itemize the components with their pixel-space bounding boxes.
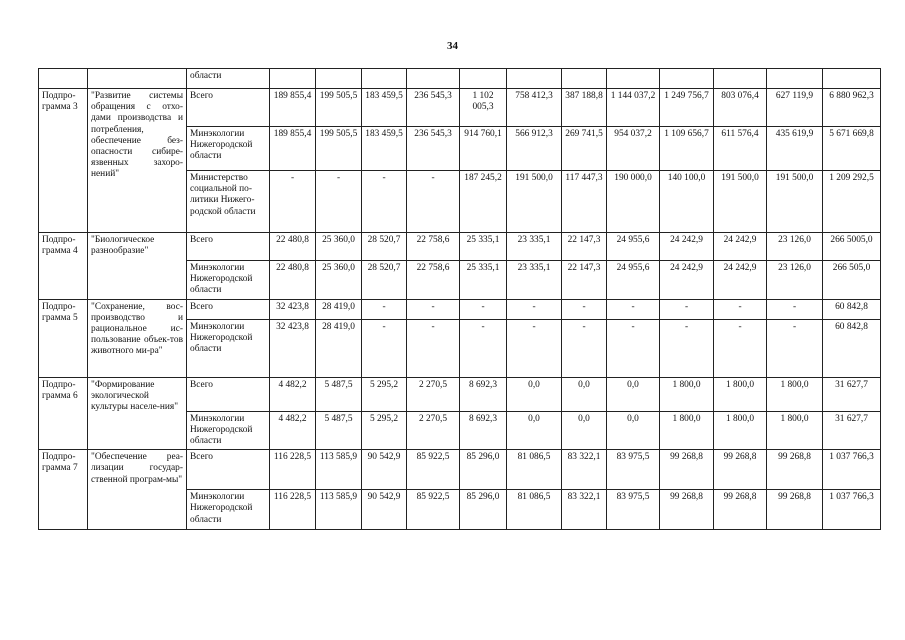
value-cell: 25 335,1	[460, 233, 507, 261]
value-cell: 0,0	[562, 411, 607, 450]
value-cell: -	[607, 319, 660, 377]
subprogram-title: "Биологическое разнообразие"	[88, 233, 187, 300]
table-cell	[270, 69, 316, 89]
table-body	[39, 69, 881, 530]
page-number: 34	[447, 40, 458, 52]
funding-table	[38, 68, 881, 530]
value-cell: 627 119,9	[767, 89, 823, 127]
value-cell: -	[460, 299, 507, 319]
subprogram-title: "Развитие системы обращения с отхо-дами производства и потребления, обеспечение без-опасности сибире-язвенных захоро-нений"	[88, 89, 187, 233]
value-cell: 22 147,3	[562, 233, 607, 261]
value-cell: 5 487,5	[316, 411, 362, 450]
total-value-cell: 60 842,8	[823, 319, 881, 377]
value-cell: 83 975,5	[607, 450, 660, 490]
value-cell: 117 447,3	[562, 171, 607, 233]
value-cell: 24 955,6	[607, 261, 660, 300]
value-cell: 113 585,9	[316, 450, 362, 490]
value-cell: 23 335,1	[507, 261, 562, 300]
value-cell: -	[507, 319, 562, 377]
value-cell: 758 412,3	[507, 89, 562, 127]
executor-cell: Минэкологии Нижегородской области	[187, 411, 270, 450]
value-cell: -	[660, 319, 714, 377]
value-cell: 191 500,0	[507, 171, 562, 233]
executor-cell: Минэкологии Нижегородской области	[187, 319, 270, 377]
value-cell: 24 955,6	[607, 233, 660, 261]
total-value-cell: 266 505,0	[823, 261, 881, 300]
total-value-cell: 266 5005,0	[823, 233, 881, 261]
value-cell: 0,0	[607, 377, 660, 411]
value-cell: 25 360,0	[316, 233, 362, 261]
table-row	[39, 450, 881, 490]
executor-cell: Всего	[187, 233, 270, 261]
value-cell: 90 542,9	[362, 490, 407, 530]
value-cell: 5 295,2	[362, 377, 407, 411]
value-cell: 803 076,4	[714, 89, 767, 127]
value-cell: 1 800,0	[660, 377, 714, 411]
value-cell: -	[714, 299, 767, 319]
value-cell: 24 242,9	[660, 261, 714, 300]
table-cell	[562, 69, 607, 89]
total-value-cell: 31 627,7	[823, 377, 881, 411]
value-cell: 8 692,3	[460, 411, 507, 450]
value-cell: 24 242,9	[660, 233, 714, 261]
value-cell: 4 482,2	[270, 411, 316, 450]
value-cell: -	[362, 299, 407, 319]
value-cell: -	[607, 299, 660, 319]
total-value-cell: 31 627,7	[823, 411, 881, 450]
value-cell: -	[562, 299, 607, 319]
value-cell: 0,0	[507, 377, 562, 411]
value-cell: -	[507, 299, 562, 319]
value-cell: 187 245,2	[460, 171, 507, 233]
total-value-cell: 1 037 766,3	[823, 450, 881, 490]
executor-cell: Всего	[187, 89, 270, 127]
table-cell	[507, 69, 562, 89]
value-cell: 0,0	[562, 377, 607, 411]
executor-cell: Всего	[187, 377, 270, 411]
value-cell: 954 037,2	[607, 127, 660, 171]
total-value-cell: 1 037 766,3	[823, 490, 881, 530]
value-cell: 0,0	[507, 411, 562, 450]
table-cell	[88, 69, 187, 89]
value-cell: 2 270,5	[407, 411, 460, 450]
value-cell: 83 322,1	[562, 450, 607, 490]
value-cell: 22 480,8	[270, 233, 316, 261]
value-cell: 1 249 756,7	[660, 89, 714, 127]
value-cell: 22 147,3	[562, 261, 607, 300]
total-value-cell: 1 209 292,5	[823, 171, 881, 233]
executor-cell: Всего	[187, 299, 270, 319]
value-cell: 22 758,6	[407, 233, 460, 261]
value-cell: 183 459,5	[362, 89, 407, 127]
value-cell: 23 335,1	[507, 233, 562, 261]
value-cell: 236 545,3	[407, 89, 460, 127]
subprogram-title: "Сохранение, вос-производство и рациональное ис-пользование объек-тов животного ми-ра"	[88, 299, 187, 377]
table-cell	[39, 69, 88, 89]
value-cell: 1 800,0	[714, 411, 767, 450]
subprogram-label: Подпро-грамма 4	[39, 233, 88, 300]
executor-cell: Министерство социальной по-литики Нижего-родской области	[187, 171, 270, 233]
value-cell: 5 295,2	[362, 411, 407, 450]
value-cell: 1 144 037,2	[607, 89, 660, 127]
value-cell: 83 322,1	[562, 490, 607, 530]
subprogram-label: Подпро-грамма 5	[39, 299, 88, 377]
table-row	[39, 69, 881, 89]
total-value-cell: 60 842,8	[823, 299, 881, 319]
value-cell: 140 100,0	[660, 171, 714, 233]
value-cell: 28 419,0	[316, 299, 362, 319]
subprogram-title: "Формирование экологической культуры населе-ния"	[88, 377, 187, 450]
value-cell: 24 242,9	[714, 233, 767, 261]
value-cell: 914 760,1	[460, 127, 507, 171]
table-cell	[767, 69, 823, 89]
value-cell: 23 126,0	[767, 233, 823, 261]
value-cell: 85 922,5	[407, 450, 460, 490]
table-row	[39, 299, 881, 319]
executor-cell: Минэкологии Нижегородской области	[187, 127, 270, 171]
value-cell: 90 542,9	[362, 450, 407, 490]
value-cell: 32 423,8	[270, 299, 316, 319]
value-cell: 0,0	[607, 411, 660, 450]
value-cell: 116 228,5	[270, 450, 316, 490]
executor-cell: Всего	[187, 450, 270, 490]
value-cell: -	[362, 319, 407, 377]
value-cell: 85 296,0	[460, 490, 507, 530]
table-cell	[407, 69, 460, 89]
value-cell: 190 000,0	[607, 171, 660, 233]
value-cell: -	[407, 299, 460, 319]
value-cell: 28 520,7	[362, 261, 407, 300]
value-cell: 25 335,1	[460, 261, 507, 300]
value-cell: 1 800,0	[767, 411, 823, 450]
value-cell: 611 576,4	[714, 127, 767, 171]
value-cell: 4 482,2	[270, 377, 316, 411]
table-row	[39, 377, 881, 411]
table-row	[39, 89, 881, 127]
subprogram-label: Подпро-грамма 6	[39, 377, 88, 450]
value-cell: -	[270, 171, 316, 233]
value-cell: 435 619,9	[767, 127, 823, 171]
table-cell	[714, 69, 767, 89]
value-cell: 1 109 656,7	[660, 127, 714, 171]
subprogram-title: "Обеспечение реа-лизации государ-ственной програм-мы"	[88, 450, 187, 530]
value-cell: 189 855,4	[270, 89, 316, 127]
value-cell: 191 500,0	[714, 171, 767, 233]
value-cell: 22 758,6	[407, 261, 460, 300]
value-cell: 2 270,5	[407, 377, 460, 411]
value-cell: 387 188,8	[562, 89, 607, 127]
value-cell: -	[407, 319, 460, 377]
value-cell: 99 268,8	[660, 490, 714, 530]
value-cell: 85 296,0	[460, 450, 507, 490]
value-cell: 28 520,7	[362, 233, 407, 261]
value-cell: 1 800,0	[714, 377, 767, 411]
value-cell: 99 268,8	[714, 450, 767, 490]
value-cell: 116 228,5	[270, 490, 316, 530]
executor-cell: области	[187, 69, 270, 89]
table-cell	[316, 69, 362, 89]
value-cell: -	[767, 299, 823, 319]
value-cell: 1 800,0	[660, 411, 714, 450]
table-cell	[607, 69, 660, 89]
value-cell: 25 360,0	[316, 261, 362, 300]
value-cell: -	[362, 171, 407, 233]
value-cell: 22 480,8	[270, 261, 316, 300]
value-cell: 99 268,8	[767, 490, 823, 530]
value-cell: 199 505,5	[316, 127, 362, 171]
value-cell: 236 545,3	[407, 127, 460, 171]
total-value-cell: 5 671 669,8	[823, 127, 881, 171]
value-cell: 99 268,8	[767, 450, 823, 490]
table-cell	[660, 69, 714, 89]
executor-cell: Минэкологии Нижегородской области	[187, 261, 270, 300]
value-cell: -	[714, 319, 767, 377]
table-row	[39, 233, 881, 261]
value-cell: 1 102 005,3	[460, 89, 507, 127]
value-cell: 81 086,5	[507, 490, 562, 530]
value-cell: 85 922,5	[407, 490, 460, 530]
value-cell: 113 585,9	[316, 490, 362, 530]
value-cell: 189 855,4	[270, 127, 316, 171]
value-cell: 99 268,8	[714, 490, 767, 530]
value-cell: 183 459,5	[362, 127, 407, 171]
value-cell: 566 912,3	[507, 127, 562, 171]
value-cell: 269 741,5	[562, 127, 607, 171]
value-cell: 24 242,9	[714, 261, 767, 300]
value-cell: 99 268,8	[660, 450, 714, 490]
value-cell: -	[767, 319, 823, 377]
subprogram-label: Подпро-грамма 3	[39, 89, 88, 233]
value-cell: 83 975,5	[607, 490, 660, 530]
value-cell: 81 086,5	[507, 450, 562, 490]
total-value-cell: 6 880 962,3	[823, 89, 881, 127]
value-cell: 23 126,0	[767, 261, 823, 300]
value-cell: 1 800,0	[767, 377, 823, 411]
value-cell: 8 692,3	[460, 377, 507, 411]
table-cell	[460, 69, 507, 89]
executor-cell: Минэкологии Нижегородской области	[187, 490, 270, 530]
value-cell: -	[660, 299, 714, 319]
subprogram-label: Подпро-грамма 7	[39, 450, 88, 530]
table-cell	[823, 69, 881, 89]
value-cell: -	[316, 171, 362, 233]
value-cell: 32 423,8	[270, 319, 316, 377]
value-cell: -	[460, 319, 507, 377]
table-cell	[362, 69, 407, 89]
value-cell: 191 500,0	[767, 171, 823, 233]
value-cell: 28 419,0	[316, 319, 362, 377]
value-cell: -	[407, 171, 460, 233]
value-cell: 199 505,5	[316, 89, 362, 127]
value-cell: 5 487,5	[316, 377, 362, 411]
value-cell: -	[562, 319, 607, 377]
